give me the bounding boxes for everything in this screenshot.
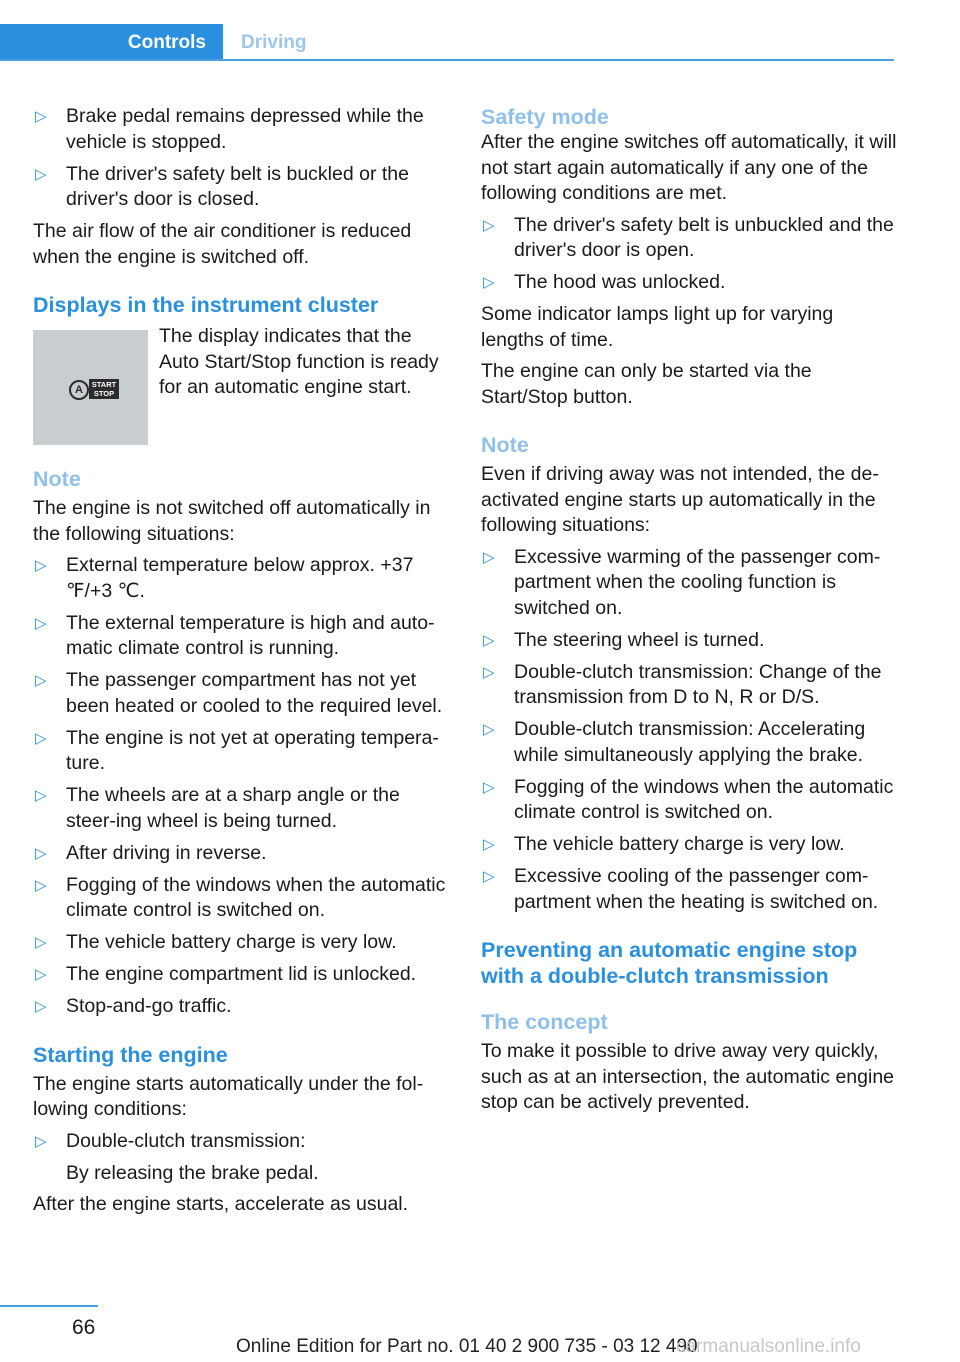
- list-item: ▷ The engine compartment lid is unlocked.: [33, 962, 451, 988]
- footer-rule: [0, 1305, 98, 1307]
- tab-controls[interactable]: Controls: [0, 24, 223, 61]
- tab-driving[interactable]: Driving: [241, 31, 307, 53]
- list-item: ▷ The wheels are at a sharp angle or the steer-ing wheel is being turned.: [35, 784, 400, 832]
- top-conditions-list: [33, 104, 451, 213]
- triangle-bullet-icon: ▷: [35, 614, 47, 632]
- page-header: [0, 24, 894, 62]
- triangle-bullet-icon: ▷: [483, 631, 495, 649]
- display-block: [33, 324, 451, 450]
- list-item: ▷ The vehicle battery charge is very low.: [33, 930, 451, 956]
- triangle-bullet-icon: ▷: [35, 557, 47, 574]
- list-item: ▷ Excessive warming of the passenger com-partment when the cooling function is switched on.: [483, 545, 881, 619]
- list-item: ▷ Double-clutch transmission: Accelerating while simultaneously applying the brake.: [483, 718, 866, 766]
- note-list: [33, 553, 451, 1020]
- list-item: ▷ Fogging of the windows when the automatic climate control is switched on.: [35, 873, 446, 921]
- indicator-text: Some indicator lamps light up for varying lengths of time.: [481, 303, 834, 351]
- start-stop-text: The engine can only be started via the Start/Stop button.: [481, 360, 812, 408]
- concept-heading: The concept: [481, 1010, 608, 1034]
- list-item: ▷ After driving in reverse.: [33, 841, 451, 867]
- triangle-bullet-icon: ▷: [35, 934, 47, 951]
- list-item: ▷ The steering wheel is turned.: [481, 628, 899, 654]
- right-column: [481, 104, 899, 1122]
- displays-heading: Displays in the instrument cluster: [33, 293, 379, 317]
- triangle-bullet-icon: ▷: [35, 787, 47, 804]
- prevent-stop-heading: Preventing an automatic engine stop with a double-clutch transmission: [481, 938, 858, 988]
- triangle-bullet-icon: ▷: [483, 836, 495, 853]
- note-heading: Note: [33, 467, 81, 491]
- list-item: ▷ The vehicle battery charge is very low.: [481, 832, 899, 858]
- starting-sub: By releasing the brake pedal.: [66, 1161, 319, 1184]
- starting-list: [33, 1129, 451, 1155]
- edition-text: Online Edition for Part no. 01 40 2 900 735 - 03 12 490: [236, 1336, 698, 1357]
- list-item: ▷ Excessive cooling of the passenger com-partment when the heating is switched on.: [483, 865, 879, 913]
- triangle-bullet-icon: ▷: [483, 721, 495, 738]
- triangle-bullet-icon: ▷: [35, 108, 47, 125]
- list-item: ▷ The driver's safety belt is unbuckled and the driver's door is open.: [483, 213, 894, 261]
- starting-intro: The engine starts automatically under the fol-lowing conditions:: [33, 1072, 424, 1120]
- list-item: ▷ The hood was unlocked.: [481, 270, 899, 296]
- triangle-bullet-icon: ▷: [483, 216, 495, 234]
- auto-start-stop-display-image: [33, 330, 148, 445]
- triangle-bullet-icon: ▷: [35, 165, 47, 183]
- display-description: The display indicates that the Auto Start/Stop function is ready for an automatic engine start.: [159, 325, 439, 398]
- list-item: ▷ Double-clutch transmission:: [33, 1129, 451, 1155]
- auto-start-stop-icon: A: [69, 380, 89, 400]
- triangle-bullet-icon: ▷: [483, 868, 495, 885]
- triangle-bullet-icon: ▷: [35, 966, 47, 983]
- note-intro: Even if driving away was not intended, the de-activated engine starts up automatically in the following situations:: [481, 463, 879, 536]
- list-item: ▷ The passenger compartment has not yet been heated or cooled to the required level.: [35, 669, 443, 717]
- list-item: ▷ Brake pedal remains depressed while the vehicle is stopped.: [35, 105, 424, 153]
- note-list: [481, 545, 899, 916]
- starting-outro: After the engine starts, accelerate as usual.: [33, 1193, 409, 1215]
- safety-intro: After the engine switches off automatically, it will not start again automatically if any one of the following conditions are met.: [481, 131, 897, 204]
- safety-list: [481, 213, 899, 296]
- starting-heading: Starting the engine: [33, 1042, 228, 1067]
- list-item: ▷ Stop-and-go traffic.: [33, 994, 451, 1020]
- triangle-bullet-icon: ▷: [483, 548, 495, 566]
- triangle-bullet-icon: ▷: [35, 1132, 47, 1150]
- list-item: ▷ Double-clutch transmission: Change of the transmission from D to N, R or D/S.: [483, 660, 882, 708]
- note-intro: The engine is not switched off automatically in the following situations:: [33, 497, 431, 545]
- note-heading: Note: [481, 433, 529, 457]
- concept-text: To make it possible to drive away very quickly, such as at an intersection, the automatic engine stop can be actively prevented.: [481, 1040, 895, 1113]
- header-rule: [0, 59, 894, 61]
- triangle-bullet-icon: ▷: [35, 844, 47, 862]
- list-item: ▷ Fogging of the windows when the automatic climate control is switched on.: [483, 775, 894, 823]
- triangle-bullet-icon: ▷: [483, 778, 495, 796]
- triangle-bullet-icon: ▷: [483, 274, 495, 291]
- watermark: carmanualsonline.info: [676, 1336, 861, 1357]
- list-item: ▷ The driver's safety belt is buckled or the driver's door is closed.: [35, 162, 409, 210]
- triangle-bullet-icon: ▷: [483, 663, 495, 681]
- triangle-bullet-icon: ▷: [35, 729, 47, 747]
- list-item: ▷ The engine is not yet at operating tempera-ture.: [35, 726, 439, 774]
- triangle-bullet-icon: ▷: [35, 672, 47, 689]
- triangle-bullet-icon: ▷: [35, 998, 47, 1015]
- air-flow-text: The air flow of the air conditioner is reduced when the engine is switched off.: [33, 220, 412, 268]
- list-item: ▷ External temperature below approx. +37 ℉/+3 ℃.: [35, 554, 414, 602]
- list-item: ▷ The external temperature is high and auto-matic climate control is running.: [35, 611, 435, 659]
- left-column: [33, 104, 451, 1224]
- page-number: 66: [72, 1316, 96, 1339]
- start-stop-label-icon: START STOP: [89, 379, 119, 399]
- safety-mode-heading: Safety mode: [481, 105, 609, 129]
- triangle-bullet-icon: ▷: [35, 876, 47, 894]
